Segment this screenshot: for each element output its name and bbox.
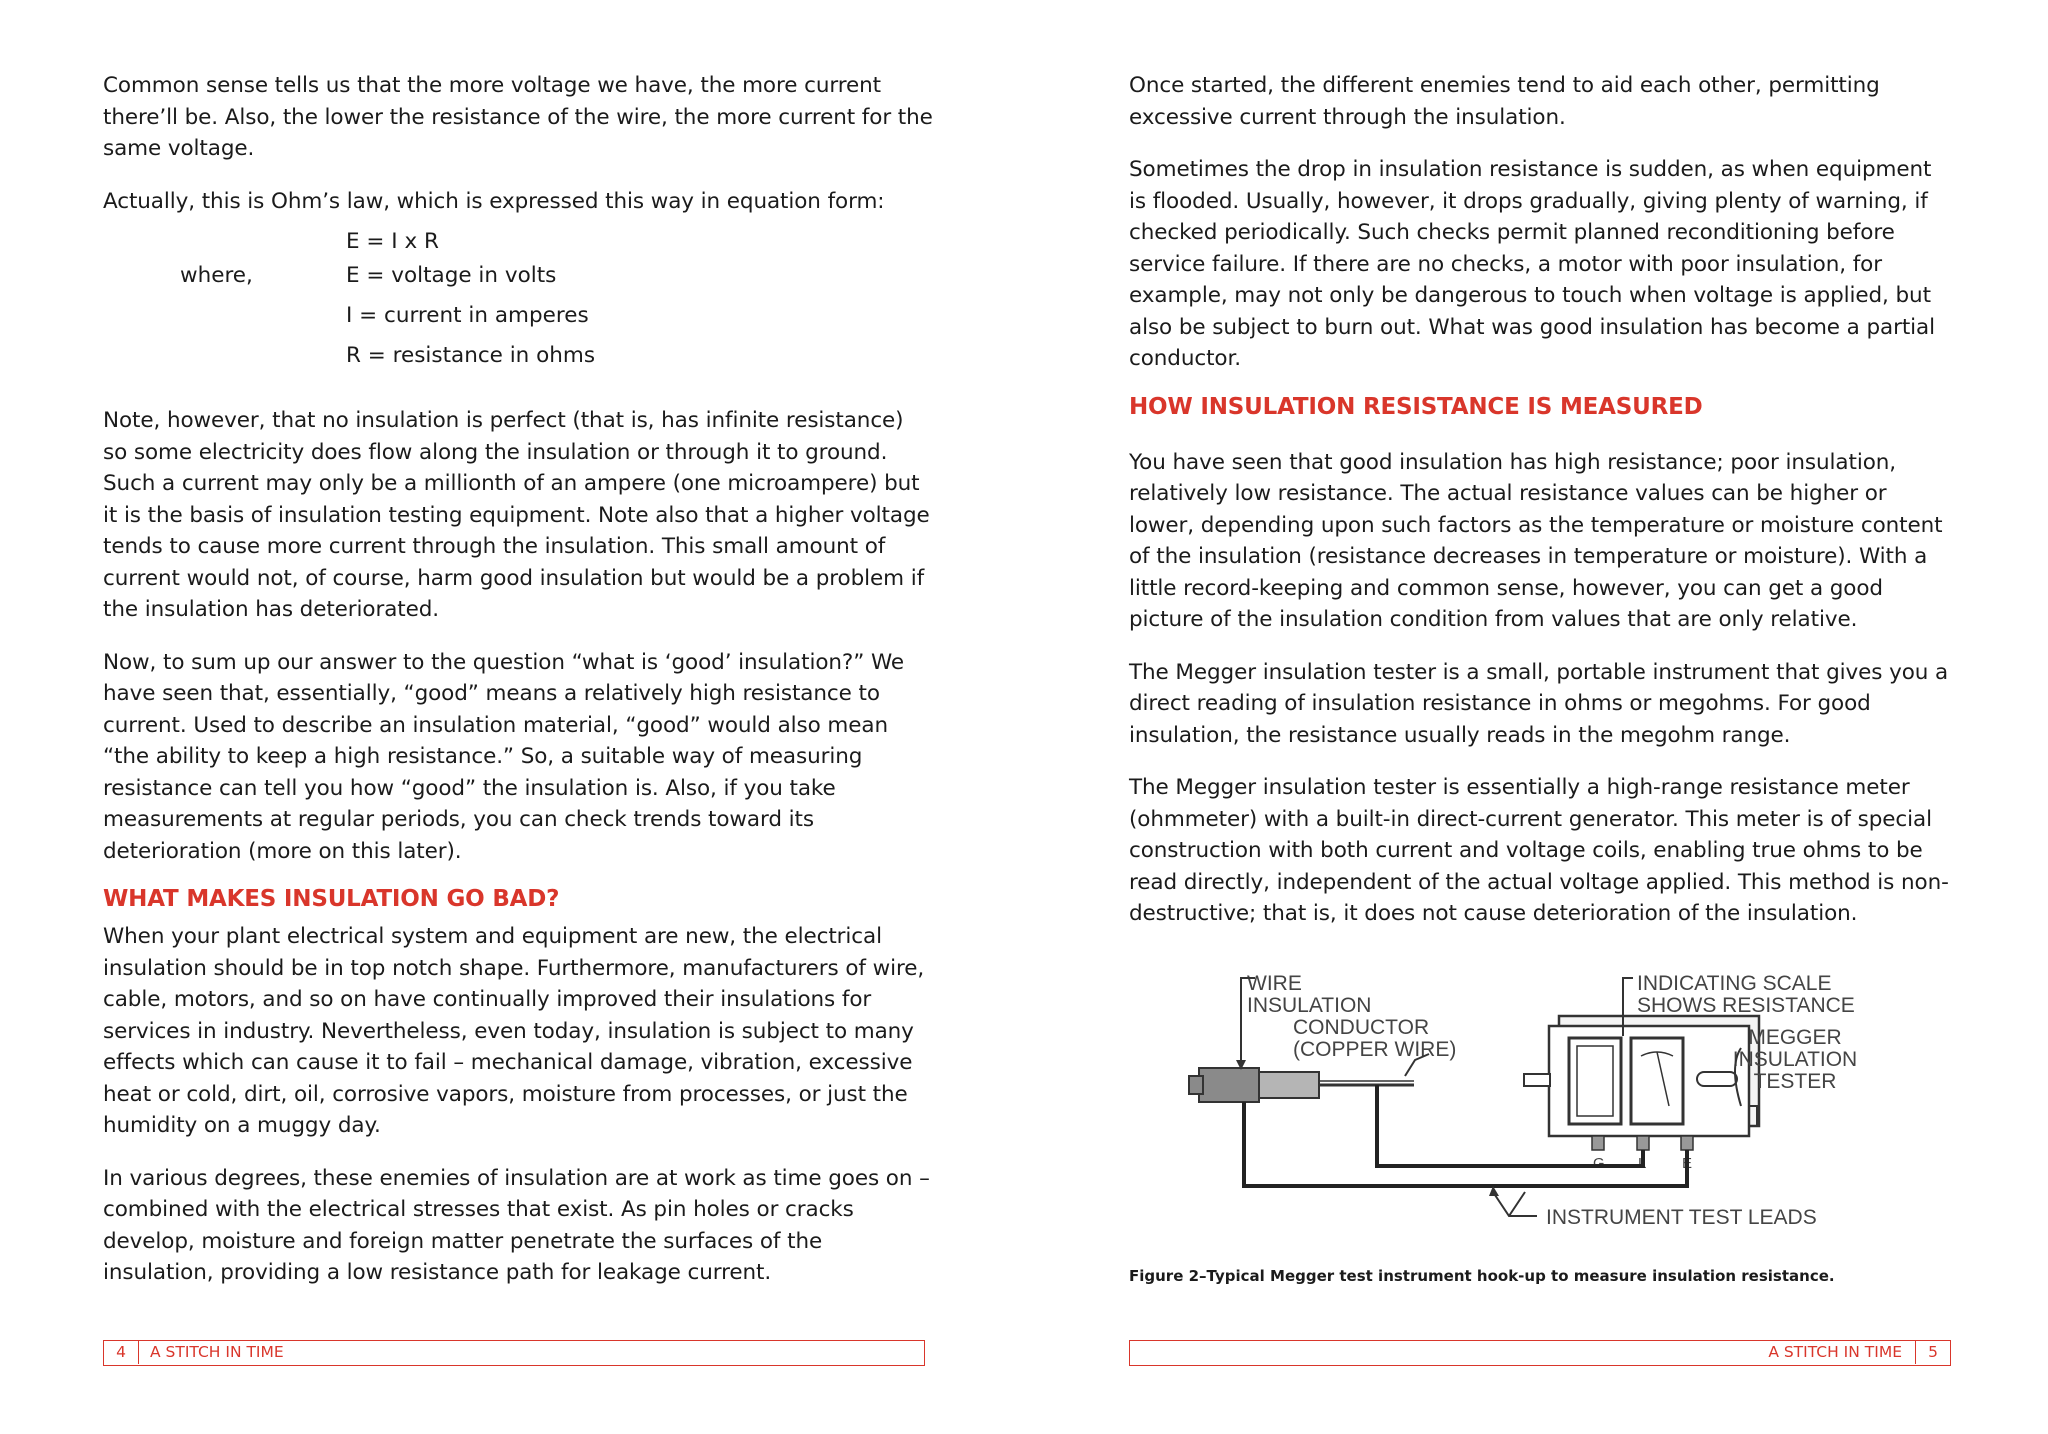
section-heading: HOW INSULATION RESISTANCE IS MEASURED [1129,393,1703,420]
megger-tester-label: TESTER [1753,1069,1837,1093]
paragraph: Sometimes the drop in insulation resistance is sudden, as when equipment is flooded. Usually, however, it drops gradually, giving plenty of warning, if checked periodically. Such checks permit planned reconditioning before service failure. If there are no checks, a motor with poor insulation, for example, may not only be dangerous to touch when voltage is applied, but also be subject to burn out. What was good insulation has become a partial conductor. [1129,157,1935,371]
ohms-law-equation [103,229,933,385]
equation-definition: I = current in amperes [346,303,589,328]
paragraph: Common sense tells us that the more voltage we have, the more current there’ll be. Also, the lower the resistance of the wire, the more current for the same voltage. [103,73,933,161]
paragraph: When your plant electrical system and equipment are new, the electrical insulation should be in top notch shape. Furthermore, manufacturers of wire, cable, motors, and so on have continually improved their insulations for services in industry. Nevertheless, even today, insulation is subject to many effects which can cause it to fail – mechanical damage, vibration, excessive heat or cold, dirt, oil, corrosive vapors, moisture from processes, or just the humidity on a muggy day. [103,924,925,1138]
paragraph: Once started, the different enemies tend to aid each other, permitting excessive current through the insulation. [1129,73,1880,130]
terminal-e-label: E [1682,1154,1693,1172]
indicating-scale-label: INDICATING SCALE [1637,971,1832,995]
page-footer [1129,1340,1951,1366]
equation-definition: R = resistance in ohms [346,343,596,368]
equation-where: where, [180,263,253,288]
wire-cable-graphic [1189,1068,1414,1102]
wire-insulation-label: INSULATION [1247,993,1372,1017]
paragraph: Note, however, that no insulation is perfect (that is, has infinite resistance) so some electricity does flow along the insulation or through it to ground. Such a current may only be a millionth of an ampere (one microampere) but it is the basis of insulation testing equipment. Note also that a higher voltage tends to cause more current through the insulation. This small amount of current would not, of course, harm good insulation but would be a problem if the insulation has deteriorated. [103,408,930,622]
indicating-scale-label: SHOWS RESISTANCE [1637,993,1855,1017]
conductor-label: (COPPER WIRE) [1293,1037,1457,1061]
conductor-label: CONDUCTOR [1293,1015,1430,1039]
megger-diagram [1129,956,1949,1256]
left-text-column [103,70,933,1310]
wire-insulation-label: WIRE [1247,971,1302,995]
footer-title: A STITCH IN TIME [150,1343,284,1361]
megger-tester-label: INSULATION [1732,1047,1858,1071]
megger-instrument [1524,1016,1759,1136]
footer-title: A STITCH IN TIME [1768,1343,1902,1361]
paragraph: In various degrees, these enemies of insulation are at work as time goes on – combined with the electrical stresses that exist. As pin holes or cracks develop, moisture and foreign matter penetrate the surfaces of the insulation, providing a low resistance path for leakage current. [103,1165,930,1285]
terminal-l [1637,1136,1649,1150]
paragraph: Actually, this is Ohm’s law, which is expressed this way in equation form: [103,188,885,214]
terminal-e [1681,1136,1693,1150]
terminal-l-label: L [1638,1154,1647,1172]
paragraph: The Megger insulation tester is a small, portable instrument that gives you a direct reading of insulation resistance in ohms or megohms. For good insulation, the resistance usually reads in the megohm range. [1129,659,1949,748]
right-page [1024,0,2048,1434]
page-number: 5 [1915,1341,1950,1364]
megger-hookup-figure [1129,956,1949,1256]
terminal-g-label: G [1593,1154,1605,1172]
equation-formula: E = I x R [346,229,439,254]
paragraph: The Megger insulation tester is essentially a high-range resistance meter (ohmmeter) with a built-in direct-current generator. This meter is of special construction with both current and voltage coils, enabling true ohms to be read directly, independent of the actual voltage applied. This method is non-destructive; that is, it does not cause deterioration of the insulation. [1129,775,1949,926]
paragraph: You have seen that good insulation has high resistance; poor insulation, relatively low resistance. The actual resistance values can be higher or lower, depending upon such factors as the temperature or moisture content of the insulation (resistance decreases in temperature or moisture). With a little record-keeping and common sense, however, you can get a good picture of the insulation condition from values that are only relative. [1129,449,1943,632]
page-footer [103,1340,925,1366]
terminal-g [1592,1136,1604,1150]
megger-tester-label: MEGGER [1748,1025,1842,1049]
right-text-column [1129,70,1949,1286]
test-leads-label: INSTRUMENT TEST LEADS [1546,1205,1817,1229]
equation-definition: E = voltage in volts [346,263,557,288]
paragraph: Now, to sum up our answer to the question “what is ‘good’ insulation?” We have seen that, essentially, “good” means a relatively high resistance to current. Used to describe an insulation material, “good” would also mean “the ability to keep a high resistance.” So, a suitable way of measuring resistance can tell you how “good” the insulation is. Also, if you take measurements at regular periods, you can check trends toward its deterioration (more on this later). [103,649,905,864]
page-number: 4 [104,1341,139,1364]
figure-caption: Figure 2–Typical Megger test instrument hook-up to measure insulation resistance. [1129,1266,1835,1285]
section-heading: WHAT MAKES INSULATION GO BAD? [103,886,560,912]
